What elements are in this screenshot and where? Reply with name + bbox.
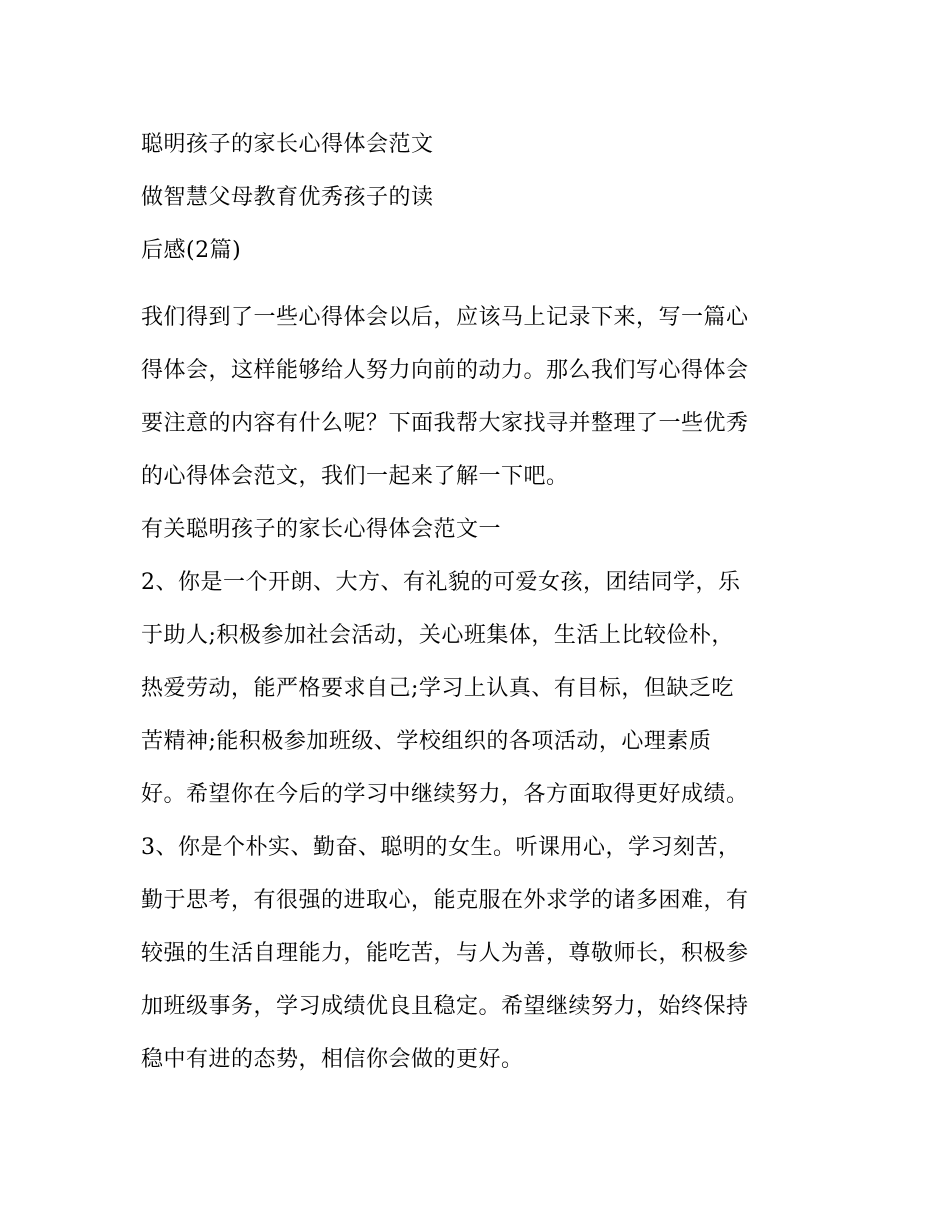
item-paragraph-2 <box>141 556 813 821</box>
text-line: 要注意的内容有什么呢？下面我帮大家找寻并整理了一些优秀 <box>141 411 749 436</box>
text-line: 热爱劳动，能严格要求自己;学习上认真、有目标，但缺乏吃 <box>141 676 734 701</box>
document-title <box>141 118 813 277</box>
text-line: 2、你是一个开朗、大方、有礼貌的可爱女孩，团结同学，乐 <box>141 570 741 595</box>
title-line: 聪明孩子的家长心得体会范文 <box>141 132 434 157</box>
text-line: 好。希望你在今后的学习中继续努力，各方面取得更好成绩。 <box>141 782 749 807</box>
intro-paragraph <box>141 291 813 503</box>
text-line: 勤于思考，有很强的进取心，能克服在外求学的诸多困难，有 <box>141 888 749 913</box>
title-line: 做智慧父母教育优秀孩子的读 <box>141 185 434 210</box>
text-line: 加班级事务，学习成绩优良且稳定。希望继续努力，始终保持 <box>141 994 749 1019</box>
text-line: 的心得体会范文，我们一起来了解一下吧。 <box>141 464 569 489</box>
section-heading <box>141 503 813 556</box>
document-page <box>141 118 813 1086</box>
document-body <box>141 291 813 1086</box>
section-heading-text: 有关聪明孩子的家长心得体会范文一 <box>141 517 502 542</box>
text-line: 得体会，这样能够给人努力向前的动力。那么我们写心得体会 <box>141 358 749 383</box>
text-line: 3、你是个朴实、勤奋、聪明的女生。听课用心，学习刻苦， <box>141 835 741 860</box>
text-line: 苦精神;能积极参加班级、学校组织的各项活动，心理素质 <box>141 729 712 754</box>
item-paragraph-3 <box>141 821 813 1086</box>
text-line: 我们得到了一些心得体会以后，应该马上记录下来，写一篇心 <box>141 305 749 330</box>
title-line: 后感(2篇) <box>141 238 242 263</box>
text-line: 稳中有进的态势，相信你会做的更好。 <box>141 1047 524 1072</box>
text-line: 较强的生活自理能力，能吃苦，与人为善，尊敬师长，积极参 <box>141 941 749 966</box>
text-line: 于助人;积极参加社会活动，关心班集体，生活上比较俭朴， <box>141 623 734 648</box>
